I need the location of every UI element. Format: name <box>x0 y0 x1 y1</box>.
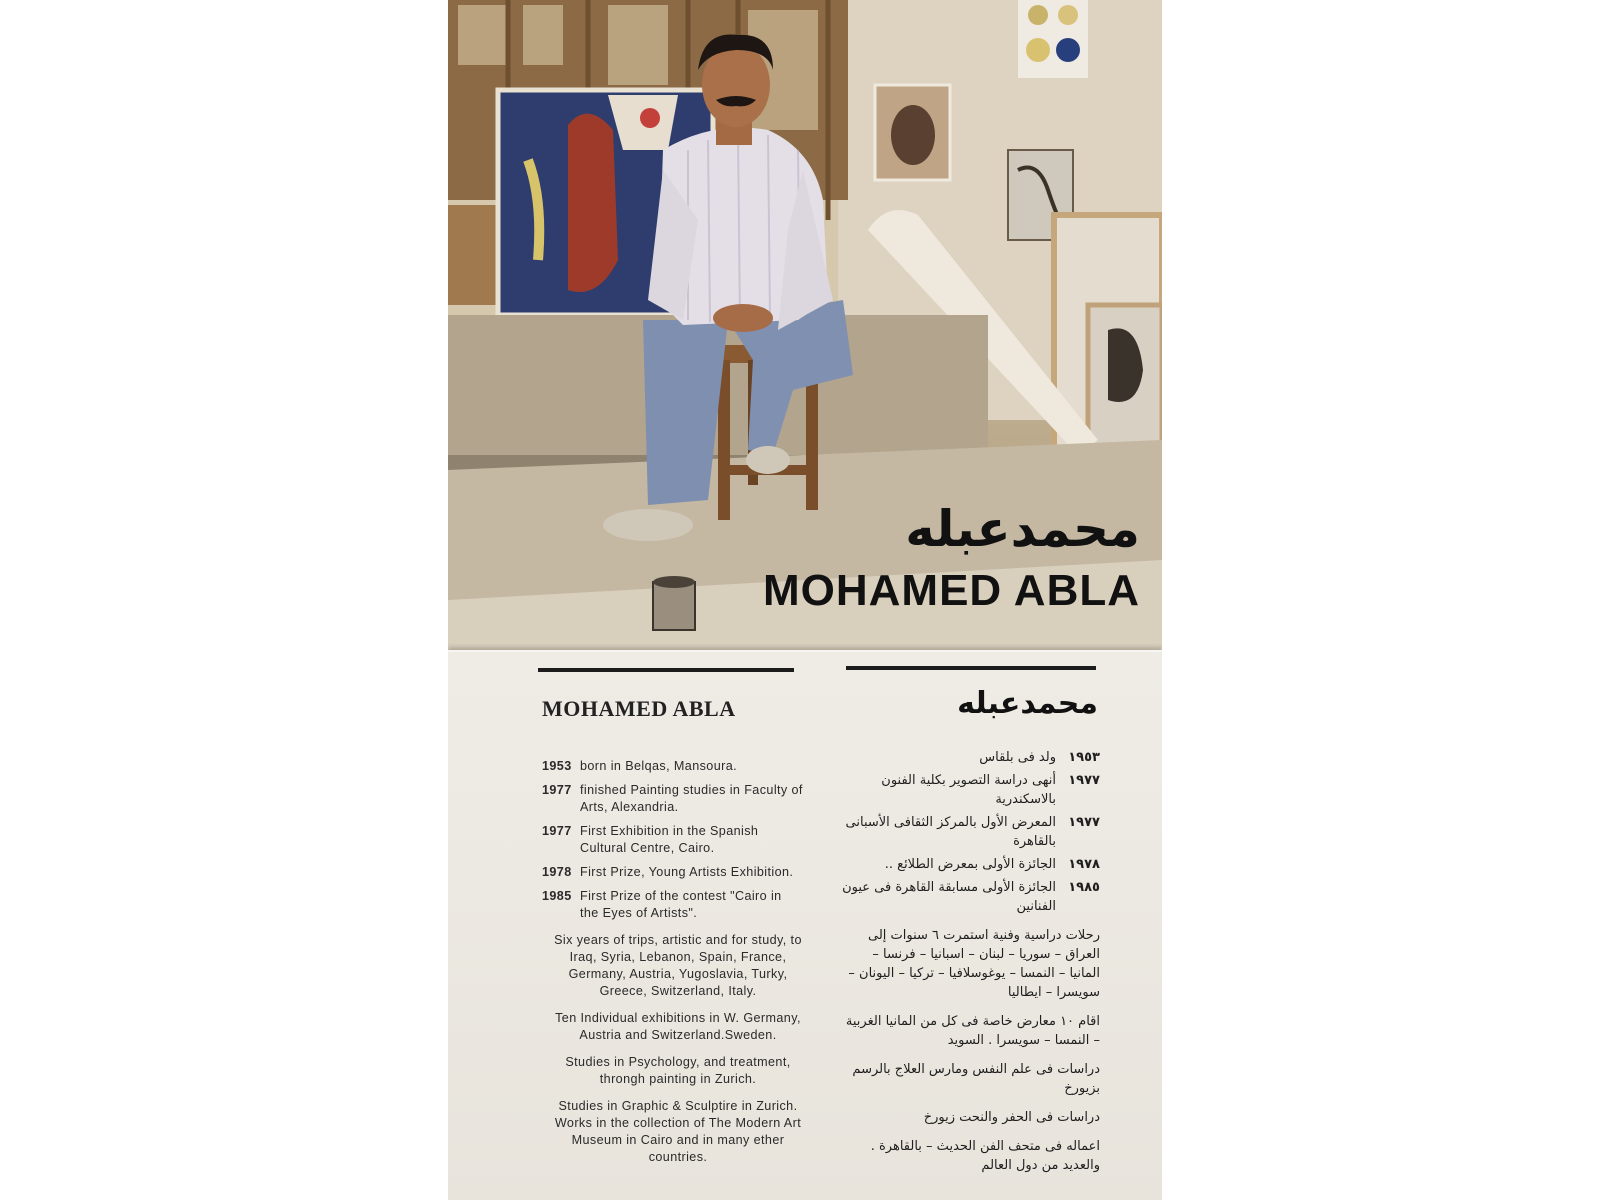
english-paragraph: Studies in Graphic & Sculptire in Zurich. Works in the collection of The Modern Art Museum in Cairo and in many ether countries. <box>554 1099 802 1164</box>
english-entry-year: 1985 <box>542 889 572 903</box>
biography-card <box>448 650 1162 1200</box>
arabic-entry-year: ١٩٧٧ <box>1068 773 1100 788</box>
arabic-entry <box>840 748 1100 767</box>
poster-latin-name: MOHAMED ABLA <box>763 566 1140 615</box>
english-paragraph: Studies in Psychology, and treatment, throngh painting in Zurich. <box>565 1055 791 1086</box>
english-entry-year: 1953 <box>542 759 572 773</box>
arabic-biography <box>840 748 1100 1181</box>
arabic-entry-year: ١٩٧٨ <box>1068 857 1100 872</box>
english-entry <box>542 758 804 775</box>
arabic-heading-rule <box>846 666 1096 670</box>
english-paragraph: Six years of trips, artistic and for study, to Iraq, Syria, Lebanon, Spain, France, Germany, Austria, Yugoslavia, Turky, Greece, Switzerland, Italy. <box>554 933 802 998</box>
arabic-paragraph: دراسات فى علم النفس ومارس العلاج بالرسم بزيورخ <box>852 1062 1100 1096</box>
arabic-entry-text: الجائزة الأولى بمعرض الطلائع .. <box>884 857 1056 872</box>
arabic-entry <box>840 813 1100 851</box>
english-paragraph: Ten Individual exhibitions in W. Germany, Austria and Switzerland.Sweden. <box>555 1011 801 1042</box>
english-entry-year: 1978 <box>542 865 572 879</box>
english-entry-text: born in Belqas, Mansoura. <box>580 759 738 773</box>
arabic-entry-text: المعرض الأول بالمركز الثقافى الأسبانى بالقاهرة <box>845 815 1056 849</box>
english-entry-text: First Exhibition in the Spanish Cultural Centre, Cairo. <box>580 824 759 855</box>
arabic-entry-text: ولد فى بلقاس <box>979 750 1056 765</box>
english-entry-text: finished Painting studies in Faculty of Arts, Alexandria. <box>580 783 803 814</box>
english-entry-year: 1977 <box>542 783 572 797</box>
english-entry-text: First Prize of the contest "Cairo in the Eyes of Artists". <box>580 889 782 920</box>
english-entry <box>542 782 804 816</box>
arabic-entry-text: الجائزة الأولى مسابقة القاهرة فى عيون الفنانين <box>842 880 1056 914</box>
english-entry <box>542 823 804 857</box>
arabic-entry-year: ١٩٧٧ <box>1068 815 1100 830</box>
english-entry-text: First Prize, Young Artists Exhibition. <box>580 865 794 879</box>
arabic-paragraph: اقام ١٠ معارض خاصة فى كل من المانيا الغربية – النمسا – سويسرا . السويد <box>845 1014 1100 1048</box>
poster-arabic-name: محمدعبله <box>905 500 1140 558</box>
arabic-paragraph: دراسات فى الحفر والنحت زيورخ <box>923 1110 1100 1125</box>
arabic-entry-year: ١٩٥٣ <box>1068 750 1100 765</box>
arabic-paragraph: اعماله فى متحف الفن الحديث – بالقاهرة . والعديد من دول العالم <box>870 1139 1100 1173</box>
english-heading: MOHAMED ABLA <box>542 696 736 721</box>
english-entry-year: 1977 <box>542 824 572 838</box>
english-biography <box>542 758 804 1172</box>
arabic-entry <box>840 771 1100 809</box>
studio-scene-illustration <box>448 0 1162 662</box>
english-entry <box>542 864 804 881</box>
english-entry <box>542 888 804 922</box>
arabic-paragraph: رحلات دراسية وفنية استمرت ٦ سنوات إلى العراق – سوريا – لبنان – اسبانيا – فرنسا – المانيا – النمسا – يوغوسلافيا – تركيا – اليونان – سويسرا – ايطاليا <box>848 928 1100 1000</box>
arabic-entry <box>840 878 1100 916</box>
english-heading-rule <box>538 668 794 672</box>
studio-photo <box>448 0 1162 662</box>
catalog-sheet <box>448 0 1162 1200</box>
arabic-entry <box>840 855 1100 874</box>
arabic-entry-year: ١٩٨٥ <box>1068 880 1100 895</box>
arabic-entry-text: أنهى دراسة التصوير بكلية الفنون بالاسكندرية <box>881 773 1056 807</box>
arabic-heading: محمدعبله <box>957 686 1098 721</box>
